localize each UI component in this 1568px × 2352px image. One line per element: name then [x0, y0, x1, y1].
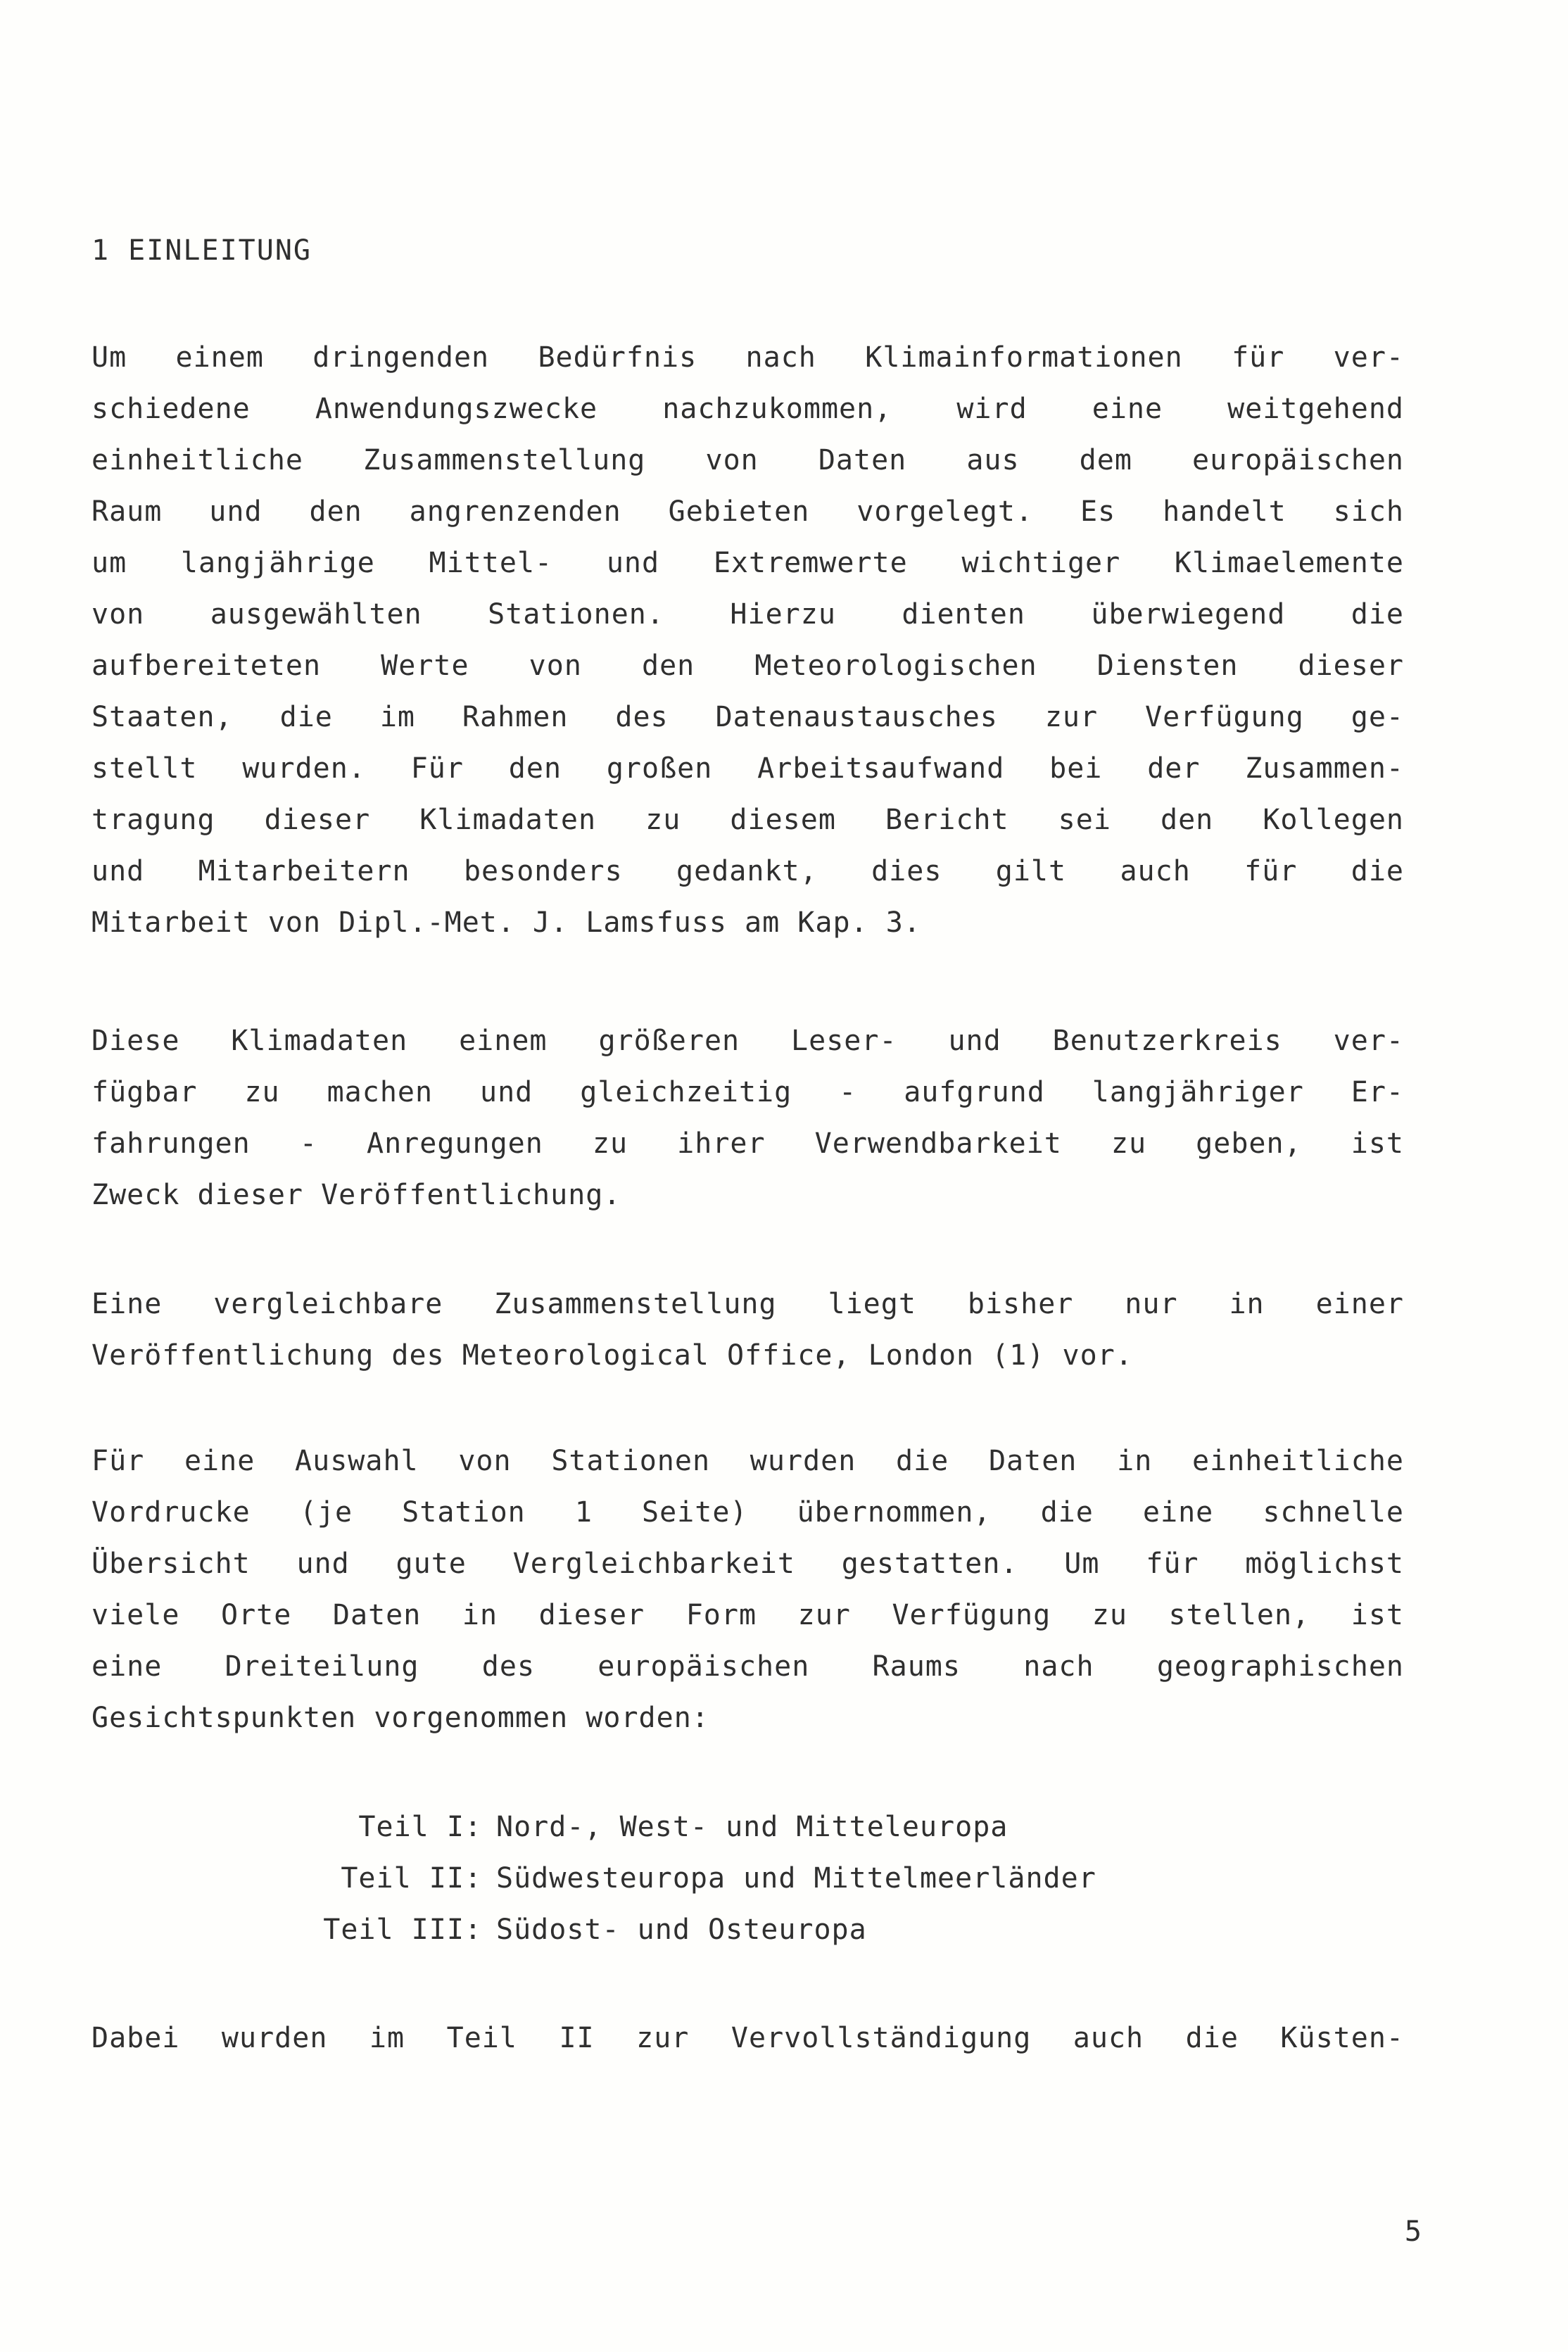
- text-line: eine Dreiteilung des europäischen Raums nach geographischen: [91, 1650, 1404, 1683]
- text-line: einheitliche Zusammenstellung von Daten aus dem europäischen: [91, 444, 1404, 476]
- text-line: Veröffentlichung des Meteorological Office, London (1) vor.: [91, 1339, 1133, 1372]
- list-item: [299, 1853, 1096, 1904]
- text-line: von ausgewählten Stationen. Hierzu dienten überwiegend die: [91, 598, 1404, 631]
- text-line: Gesichtspunkten vorgenommen worden:: [91, 1702, 709, 1734]
- text-line: Um einem dringenden Bedürfnis nach Klimainformationen für ver-: [91, 341, 1404, 374]
- part-label: Teil I:: [358, 1811, 482, 1843]
- text-line: Vordrucke (je Station 1 Seite) übernommen, die eine schnelle: [91, 1496, 1404, 1529]
- part-text: Südost- und Osteuropa: [496, 1914, 867, 1946]
- text-line: fügbar zu machen und gleichzeitig - aufgrund langjähriger Er-: [91, 1076, 1404, 1108]
- text-line: Diese Klimadaten einem größeren Leser- und Benutzerkreis ver-: [91, 1025, 1404, 1057]
- text-line: Zweck dieser Veröffentlichung.: [91, 1179, 621, 1211]
- parts-list: [299, 1802, 1096, 1956]
- text-line: schiedene Anwendungszwecke nachzukommen, wird eine weitgehend: [91, 393, 1404, 425]
- text-line: Raum und den angrenzenden Gebieten vorgelegt. Es handelt sich: [91, 495, 1404, 528]
- text-line: Dabei wurden im Teil II zur Vervollständigung auch die Küsten-: [91, 2022, 1404, 2054]
- paragraph-continuation: [91, 2013, 1404, 2064]
- text-line: fahrungen - Anregungen zu ihrer Verwendbarkeit zu geben, ist: [91, 1127, 1404, 1160]
- page-number: 5: [1404, 2215, 1422, 2248]
- section-heading: 1 EINLEITUNG: [91, 234, 312, 267]
- text-line: viele Orte Daten in dieser Form zur Verfügung zu stellen, ist: [91, 1599, 1404, 1631]
- text-line: um langjährige Mittel- und Extremwerte wichtiger Klimaelemente: [91, 547, 1404, 579]
- text-line: Für eine Auswahl von Stationen wurden die Daten in einheitliche: [91, 1445, 1404, 1477]
- text-line: tragung dieser Klimadaten zu diesem Bericht sei den Kollegen: [91, 804, 1404, 836]
- paragraph-comparison: [91, 1279, 1404, 1382]
- text-line: Übersicht und gute Vergleichbarkeit gestatten. Um für möglichst: [91, 1548, 1404, 1580]
- text-line: Staaten, die im Rahmen des Datenaustausches zur Verfügung ge-: [91, 701, 1404, 733]
- text-line: und Mitarbeitern besonders gedankt, dies gilt auch für die: [91, 855, 1404, 887]
- part-text: Südwesteuropa und Mittelmeerländer: [496, 1862, 1096, 1895]
- list-item: [299, 1904, 1096, 1956]
- list-item: [299, 1802, 1096, 1853]
- text-line: Mitarbeit von Dipl.-Met. J. Lamsfuss am Kap. 3.: [91, 906, 921, 939]
- paragraph-purpose: [91, 1016, 1404, 1221]
- part-label: Teil III:: [323, 1914, 482, 1946]
- paragraph-structure: [91, 1436, 1404, 1744]
- text-line: stellt wurden. Für den großen Arbeitsaufwand bei der Zusammen-: [91, 752, 1404, 785]
- text-line: Eine vergleichbare Zusammenstellung liegt bisher nur in einer: [91, 1288, 1404, 1320]
- paragraph-introduction: [91, 332, 1404, 949]
- part-text: Nord-, West- und Mitteleuropa: [496, 1811, 1009, 1843]
- part-label: Teil II:: [341, 1862, 482, 1895]
- text-line: aufbereiteten Werte von den Meteorologischen Diensten dieser: [91, 650, 1404, 682]
